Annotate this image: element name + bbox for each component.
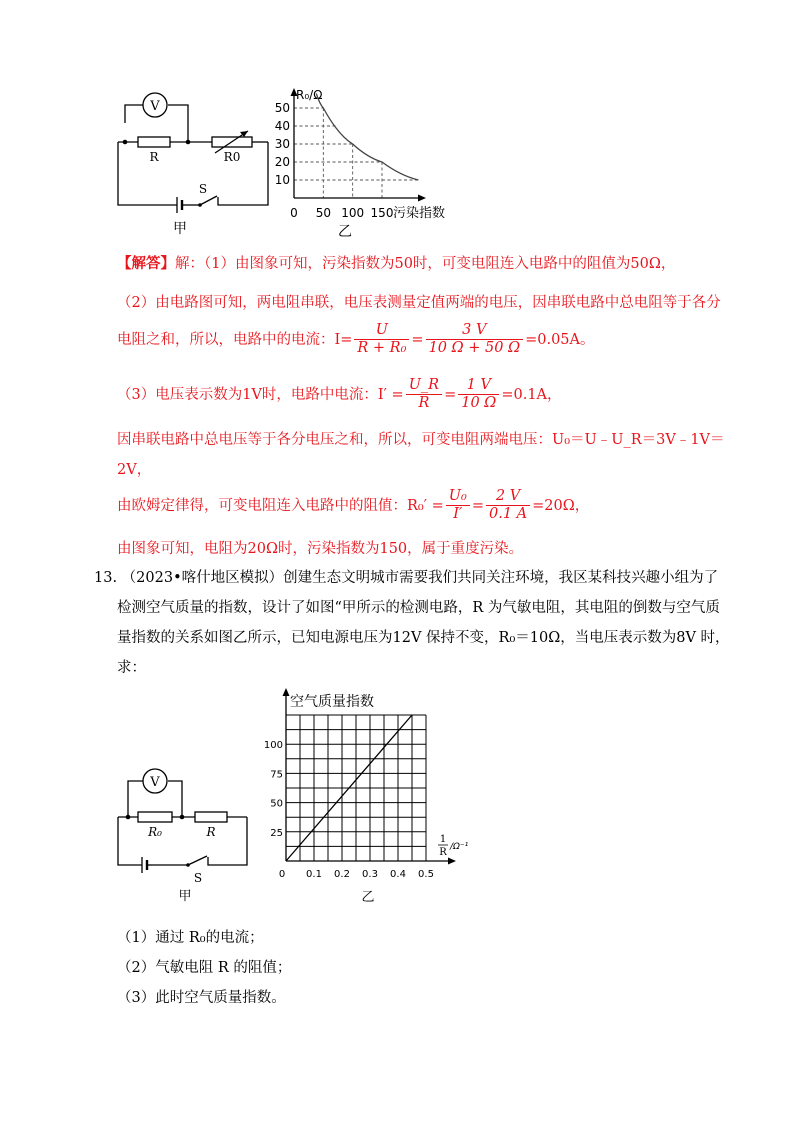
y-tick-label: 50	[274, 101, 290, 115]
x-tick-label: 0.2	[334, 869, 350, 880]
solution-line-5: 因串联电路中总电压等于各分电压之和，所以，可变电阻两端电压：U₀＝U﹣U_R＝3V﹣1V＝	[117, 432, 725, 448]
subquestion-list	[117, 923, 291, 1013]
resistor-r-label: R	[206, 825, 216, 839]
y-tick-label: 25	[270, 827, 283, 839]
x-tick-label: 50	[315, 206, 331, 220]
y-tick-label: 100	[263, 740, 283, 752]
x-axis-title	[438, 834, 469, 858]
switch-label: S	[198, 182, 208, 196]
junction-dot	[123, 140, 128, 145]
caption-jia-1: 甲	[173, 221, 187, 237]
solution-line-3: 电阻之和，所以，电路中的电流：I= $\frac{U}{\text{R + R₀}}$ = $\frac{3 V}{10 \Omega + 50 \Omega}$ =0.05A。	[117, 322, 595, 356]
solution-line-8: 由图象可知，电阻为20Ω时，污染指数为150，属于重度污染。	[117, 541, 524, 557]
y-axis-arrow-icon	[283, 688, 290, 696]
switch-label: S	[193, 871, 203, 885]
resistor-r-label: R	[149, 150, 159, 164]
caption-yi-2: 乙	[361, 890, 375, 905]
fraction: $\frac{U}{\text{R + R₀}}$	[354, 322, 409, 357]
x-axis-arrow-icon	[418, 195, 426, 202]
svg-text:R: R	[439, 847, 447, 858]
solution-line-7: 由欧姆定律得，可变电阻连入电路中的阻值：R₀′ = $\frac{\text{U₀}}{I'}$ = $\frac{2 V}{0.1 A}$ =20Ω，	[117, 488, 590, 522]
x-tick-label: 0.4	[390, 869, 406, 880]
x-axis-arrow-icon	[448, 858, 456, 865]
solution-line-2: （2）由电路图可知，两电阻串联，电压表测量定值两端的电压，因串联电路中总电阻等于各分	[117, 295, 721, 311]
caption-jia-2: 甲	[178, 889, 192, 904]
y-tick-label: 40	[274, 119, 290, 133]
subquestion-3: （3）此时空气质量指数。	[117, 990, 286, 1006]
question-13: 13. （2023•喀什地区模拟）创建生态文明城市需要我们共同关注环境，我区某科技兴趣小组为了 检测空气质量的指数，设计了如图“甲所示的检测电路，R 为气敏电阻，其电阻的倒数与空气质 量指数的关系如图乙所示，已知电源电压为12V 保持不变，R₀＝10Ω，当电压表示数为8V 时， 求：	[94, 570, 730, 676]
subquestion-1: （1）通过 R₀的电流；	[117, 930, 264, 946]
resistor-r0-label: R₀	[148, 825, 162, 839]
circuit-diagram-1	[118, 105, 268, 205]
solution-line-4: （3）电压表示数为1V时，电路中电流：I′ = $\frac{U\_R}{R}$ = $\frac{1 V}{10 \Omega}$ =0.1A，	[117, 377, 562, 411]
series-curve	[316, 94, 418, 180]
question-number: 13.	[94, 570, 118, 586]
figure-1	[100, 85, 460, 240]
x-tick-label: 150	[370, 206, 394, 220]
x-axis-title: 污染指数	[393, 206, 446, 221]
y-tick-label: 20	[274, 155, 290, 169]
pollution-chart	[275, 88, 445, 240]
fraction: $\frac{1 V}{10 \Omega}$	[458, 377, 499, 412]
fraction: $\frac{2 V}{0.1 A}$	[486, 488, 530, 523]
x-tick-label: 0	[278, 869, 286, 880]
junction-dot	[126, 815, 131, 820]
junction-dot	[180, 815, 185, 820]
figure-2	[100, 685, 480, 910]
solution-line-6: 2V，	[117, 462, 152, 478]
solution-tag: 【解答】	[117, 255, 175, 272]
y-tick-label: 30	[274, 137, 290, 151]
svg-text:1: 1	[439, 834, 447, 845]
air-quality-chart	[264, 688, 469, 905]
fraction: $\frac{U\_R}{R}$	[406, 377, 442, 412]
svg-text:/Ω⁻¹: /Ω⁻¹	[450, 842, 469, 852]
x-tick-label: 0.1	[306, 869, 322, 880]
rheostat-r0-label: R0	[223, 150, 241, 164]
solution-line-1: 【解答】解：（1）由图象可知，污染指数为50时，可变电阻连入电路中的阻值为50Ω，	[117, 255, 676, 272]
resistor-r-icon	[195, 812, 227, 822]
x-tick-label: 0.5	[418, 869, 434, 880]
y-axis-title: 空气质量指数	[290, 694, 374, 710]
voltmeter-label: V	[150, 775, 160, 790]
caption-yi-1: 乙	[338, 224, 352, 240]
resistor-r-icon	[138, 137, 170, 147]
voltmeter-label: V	[150, 99, 160, 114]
x-tick-label: 0.3	[362, 869, 378, 880]
subquestion-2: （2）气敏电阻 R 的阻值；	[117, 960, 292, 976]
y-tick-label: 10	[274, 173, 290, 187]
x-tick-label: 0	[290, 206, 298, 220]
fraction: $\frac{3 V}{10 \Omega + 50 \Omega}$	[426, 322, 524, 357]
circuit-diagram-2	[118, 781, 247, 865]
y-axis-title: R₀/Ω	[296, 88, 323, 102]
fraction: $\frac{\text{U₀}}{I'}$	[446, 488, 470, 523]
x-tick-label: 100	[341, 206, 365, 220]
resistor-r0-icon	[138, 812, 172, 822]
y-tick-label: 75	[270, 769, 283, 781]
y-tick-label: 50	[270, 798, 283, 810]
